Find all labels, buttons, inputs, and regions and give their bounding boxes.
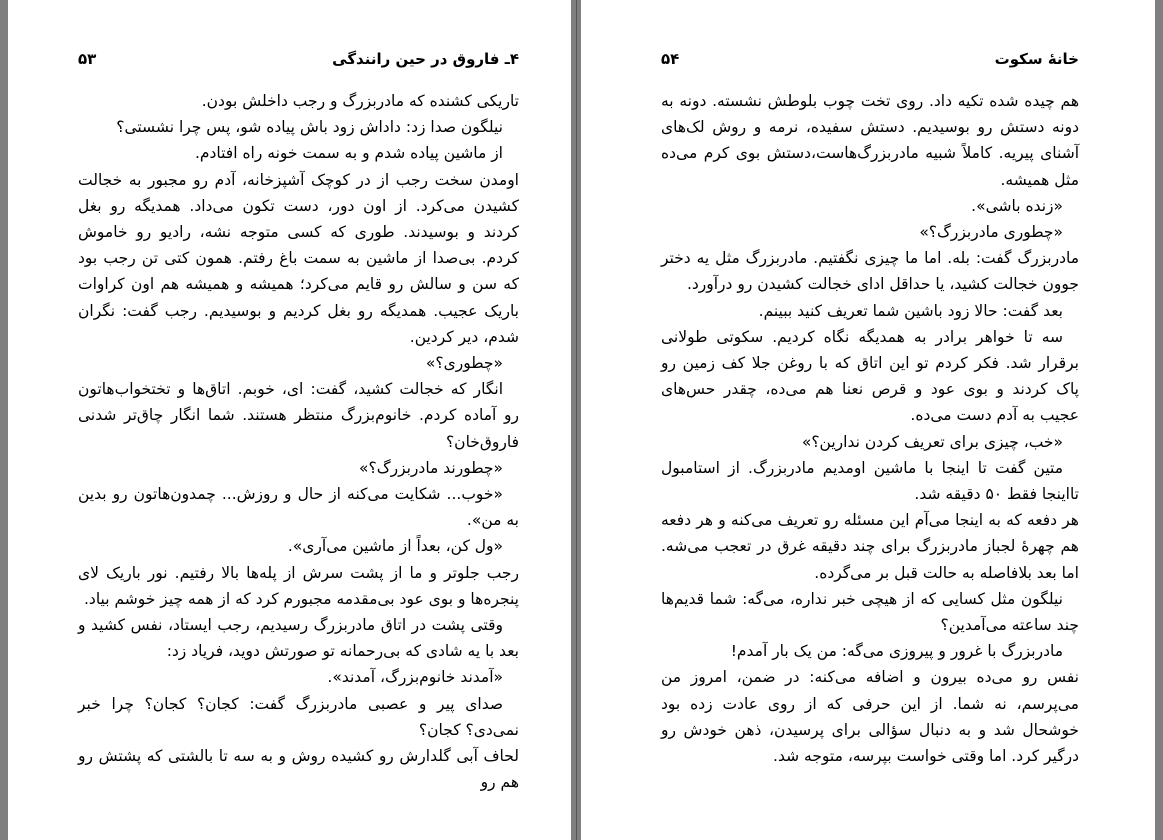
right-page-body <box>661 88 1079 769</box>
paragraph: مادربزرگ با غرور و پیروزی می‌گه: من یک بار آمدم! <box>730 642 1063 661</box>
paragraph: اومدن سخت رجب از در کوچک آشپزخانه، آدم رو مجبور به خجالت کشیدن می‌کرد. از اون دور، دست تکون می‌داد. همدیگه رو بغل کردند و بوسیدند. طوری که کسی متوجه نشه، رادیو رو خاموش کردم. بی‌صدا از ماشین به سمت باغ رفتم. همون کتی تن رجب بود که سن و سالش رو قایم می‌کرد؛ همیشه و همیشه هم اون کراوات باریک عجیب. همدیگه رو بغل کردیم و بوسیدیم. رجب گفت: نگران شدم، دیر کردین. <box>78 170 519 346</box>
page-number: ۵۴ <box>661 50 680 68</box>
paragraph: انگار که خجالت کشید، گفت: ای، خوبم. اتاق‌ها و تختخواب‌هاتون رو آماده کردم. خانوم‌بزرگ منتظر هستند. شما انگار چاق‌تر شدنی فاروق‌خان؟ <box>78 380 519 451</box>
paragraph: از ماشین پیاده شدم و به سمت خونه راه افتادم. <box>194 144 503 163</box>
paragraph: رجب جلوتر و ما از پشت سرش از پله‌ها بالا رفتیم. نور باریک لای پنجره‌ها و بوی عود بی‌مقدمه مجبورم کرد که از همه چیز خوشم بیاد. <box>78 563 519 608</box>
paragraph: سه تا خواهر برادر به همدیگه نگاه کردیم. سکوتی طولانی برقرار شد. فکر کردم تو این اتاق که با روغن جلا کف زمین رو پاک کردند و بوی عود و قرص نعنا هم می‌ده، چقدر حس‌های عجیب به آدم دست می‌ده. <box>661 327 1079 425</box>
paragraph: مادربزرگ گفت: بله. اما ما چیزی نگفتیم. مادربزرگ مثل یه دختر جوون خجالت کشید، یا حداقل ادای خجالت کشیدن رو درآورد. <box>661 249 1079 294</box>
left-page <box>8 0 571 840</box>
paragraph: وقتی پشت در اتاق مادربزرگ رسیدیم، رجب ایستاد، نفس کشید و بعد با یه شادی که بی‌رحمانه تو صورتش دوید، فریاد زد: <box>78 616 519 661</box>
paragraph: «آمدند خانوم‌بزرگ، آمدند». <box>327 668 503 687</box>
paragraph: نیلگون مثل کسایی که از هیچی خبر نداره، می‌گه: شما قدیم‌ها چند ساعته می‌آمدین؟ <box>661 589 1079 635</box>
left-page-header <box>78 50 519 74</box>
paragraph: صدای پیر و عصبی مادربزرگ گفت: کجان؟ کجان؟ چرا خبر نمی‌دی؟ کجان؟ <box>78 694 519 739</box>
paragraph: نیلگون صدا زد: داداش زود باش پیاده شو، پس چرا نشستی؟ <box>116 118 503 137</box>
paragraph: هم چیده شده تکیه داد. روی تخت چوب بلوطش نشسته. دونه به دونه دستش رو بوسیدیم. دستش سفیده، نرمه و روش لک‌های آشنای پیریه. کاملاً شبیه مادربزرگ‌هاست،دستش بوی کرم می‌ده مثل همیشه. <box>661 92 1079 189</box>
right-page <box>581 0 1155 840</box>
paragraph: «زنده باشی». <box>971 196 1063 215</box>
paragraph: «خب، چیزی برای تعریف کردن ندارین؟» <box>801 432 1063 451</box>
chapter-title: ۴ـ فاروق در حین رانندگی <box>332 50 519 68</box>
page-number: ۵۳ <box>78 50 97 68</box>
paragraph: بعد گفت: حالا زود باشین شما تعریف کنید ببینم. <box>758 301 1063 320</box>
book-title: خانهٔ سکوت <box>994 50 1079 68</box>
paragraph: «چطوری؟» <box>425 354 503 373</box>
paragraph: «چطورند مادربزرگ؟» <box>359 458 503 477</box>
page-divider <box>576 0 577 840</box>
paragraph: نفس رو می‌ده بیرون و اضافه می‌کنه: در ضمن، امروز من می‌پرسم، نه شما. از این حرفی که از روی عادت زده بود خوشحال شد و به دنبال سؤالی برای پرسیدن، ذهن خودش رو درگیر کرد. اما وقتی خواست بپرسه، متوجه شد. <box>661 668 1079 766</box>
paragraph: «ول کن، بعداً از ماشین می‌آری». <box>287 537 503 556</box>
paragraph: لحاف آبی گلدارش رو کشیده روش و به سه تا بالشتی که پشتش رو هم رو <box>78 747 519 792</box>
paragraph: «چطوری مادربزرگ؟» <box>919 223 1063 242</box>
paragraph: هر دفعه که به اینجا می‌آم این مسئله رو تعریف می‌کنه و هر دفعه هم چهرهٔ لجباز مادربزرگ برای چند دقیقه غرق در تعجب می‌شه. اما بعد بلافاصله به حالت قبل بر می‌گرده. <box>661 511 1079 582</box>
left-page-body <box>78 88 519 795</box>
paragraph: تاریکی کشنده که مادربزرگ و رجب داخلش بودن. <box>201 92 519 110</box>
paragraph: «خوب... شکایت می‌کنه از حال و روزش... چمدون‌هاتون رو بدین به من». <box>78 485 519 530</box>
right-page-header <box>661 50 1079 74</box>
paragraph: متین گفت تا اینجا با ماشین اومدیم مادربزرگ. از استامبول تااینجا فقط ۵۰ دقیقه شد. <box>661 458 1079 504</box>
